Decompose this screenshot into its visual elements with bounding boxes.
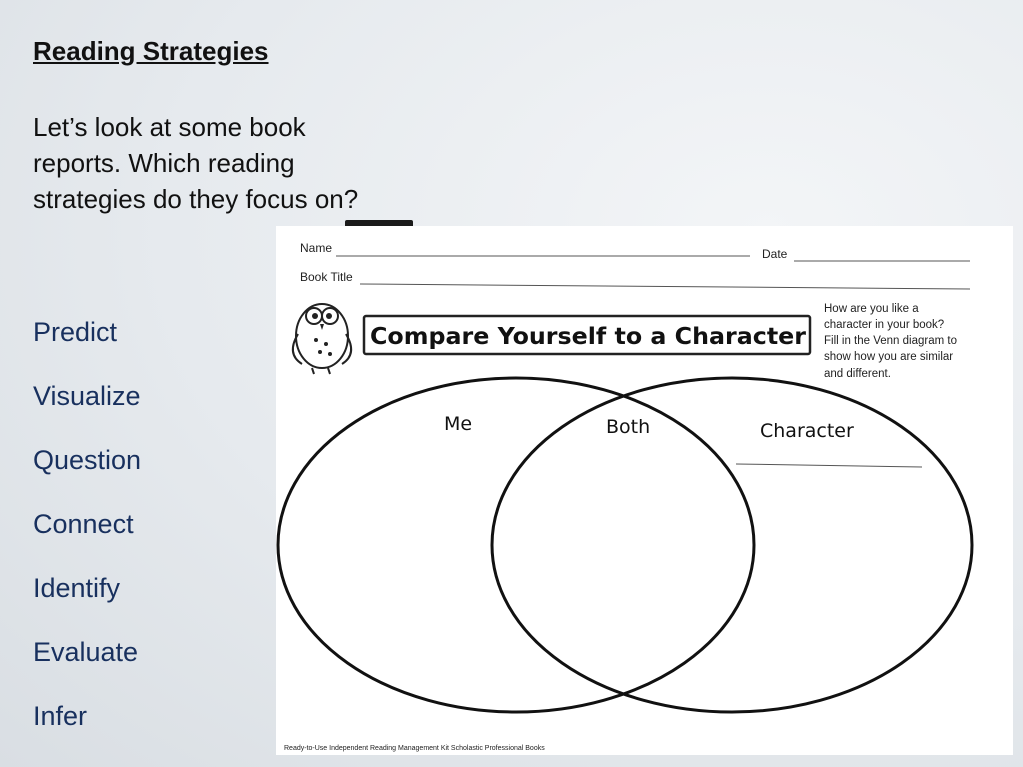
strategy-item: Visualize — [33, 381, 141, 411]
venn-label-me: Me — [444, 413, 473, 435]
instruction-line: show how you are similar — [824, 351, 954, 363]
character-name-line — [736, 464, 922, 467]
venn-circle-right — [492, 378, 972, 712]
instruction-line: Fill in the Venn diagram to — [824, 335, 957, 347]
date-label: Date — [762, 247, 788, 261]
instruction-line: and different. — [824, 368, 891, 380]
venn-label-both: Both — [606, 416, 651, 438]
strategy-item: Question — [33, 445, 142, 475]
venn-label-character: Character — [760, 420, 854, 442]
instructions — [824, 303, 957, 380]
book-title-line — [360, 284, 970, 289]
book-title-label: Book Title — [300, 270, 353, 284]
strategy-list — [33, 312, 141, 760]
instruction-line: How are you like a — [824, 303, 919, 315]
venn-circle-left — [278, 378, 754, 712]
worksheet-heading: Compare Yourself to a Character — [370, 324, 807, 350]
slide-title: Reading Strategies — [33, 36, 269, 66]
strategy-item: Identify — [33, 573, 121, 603]
name-label: Name — [300, 241, 333, 255]
intro-text: Let’s look at some book reports. Which reading strategies do they focus on? — [33, 112, 359, 214]
worksheet-svg — [276, 226, 1013, 755]
instruction-line: character in your book? — [824, 319, 945, 331]
strategy-item: Connect — [33, 509, 134, 539]
owl-icon — [293, 304, 351, 374]
strategy-item: Infer — [33, 701, 88, 731]
strategy-item: Evaluate — [33, 637, 139, 667]
worksheet-image — [276, 226, 1013, 755]
strategy-item: Predict — [33, 317, 118, 347]
worksheet-footer: Ready-to-Use Independent Reading Management Kit Scholastic Professional Books — [284, 745, 545, 752]
